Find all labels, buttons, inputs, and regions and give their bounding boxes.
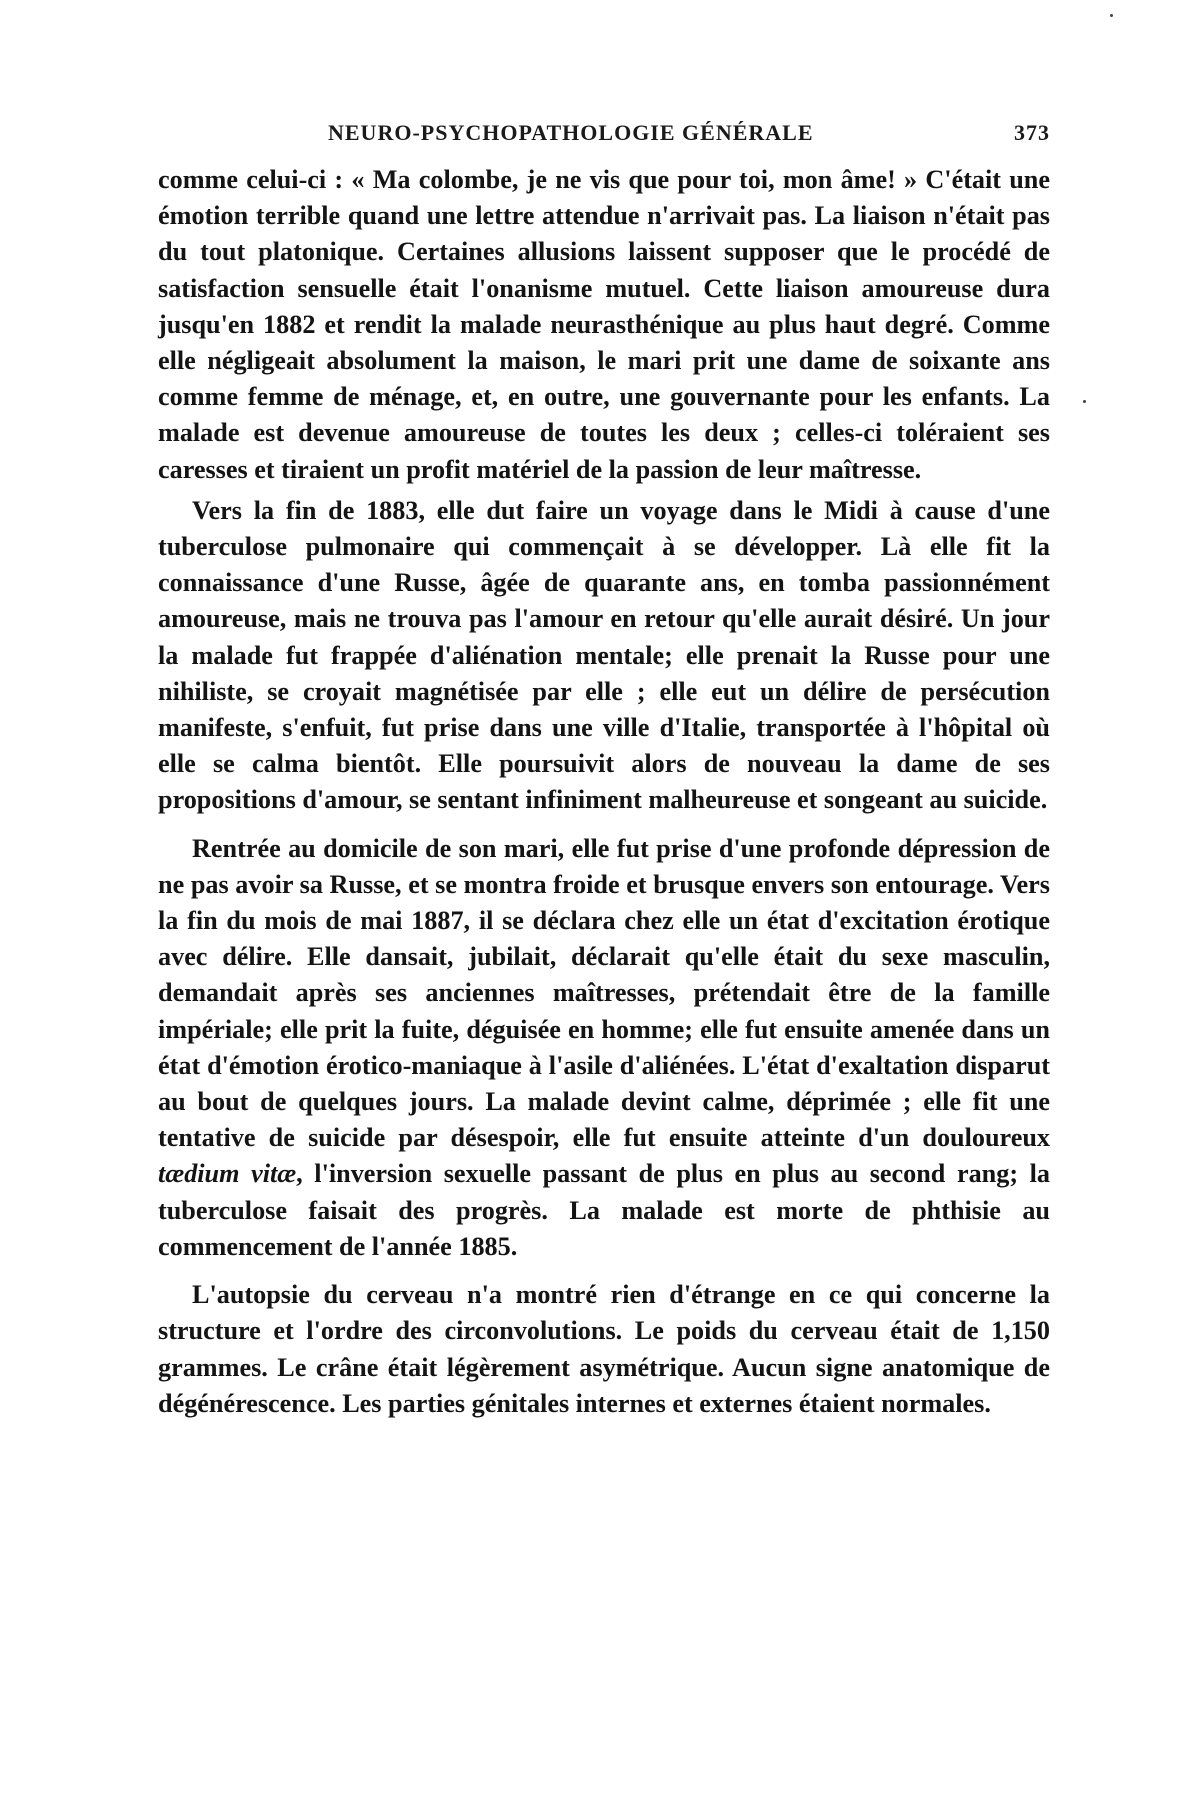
print-speck: [1110, 14, 1113, 17]
running-head-title: NEURO-PSYCHOPATHOLOGIE GÉNÉRALE: [328, 120, 814, 145]
paragraph-text-after: , l'inversion sexuelle passant de plus en plus au second rang; la tuberculose faisait des progrès. La malade est morte de phthisie au commencement de l'année 1885.: [158, 1159, 1051, 1261]
paragraph-text-before: Rentrée au domicile de son mari, elle fut prise d'une profonde dépression de ne pas avoir sa Russe, et se montra froide et brusque envers son entourage. Vers la fin du mois de mai 1887, il se déclara chez elle un état d'excitation érotique avec délire. Elle dansait, jubilait, déclarait qu'elle était du sexe masculin, demandait après ses anciennes maîtresses, prétendait être de la famille impériale; elle prit la fuite, déguisée en homme; elle fut ensuite amenée dans un état d'émotion érotico-maniaque à l'asile d'aliénées. L'état d'exaltation disparut au bout de quelques jours. La malade devint calme, déprimée ; elle fit une tentative de suicide par désespoir, elle fut ensuite atteinte d'un douloureux: [158, 833, 1050, 1153]
body-text: [158, 162, 1050, 1422]
paragraph-retour-domicile: [158, 831, 1050, 1265]
print-speck: [1083, 400, 1086, 403]
book-page: [158, 118, 1050, 1422]
running-head: [158, 118, 1050, 158]
paragraph-continuation: comme celui-ci : « Ma colombe, je ne vis que pour toi, mon âme! » C'était une émotion terrible quand une lettre attendue n'arrivait pas. La liaison n'était pas du tout platonique. Certaines allusions laissent supposer que le procédé de satisfaction sensuelle était l'onanisme mutuel. Cette liaison amoureuse dura jusqu'en 1882 et rendit la malade neurasthénique au plus haut degré. Comme elle négligeait absolument la maison, le mari prit une dame de soixante ans comme femme de ménage, et, en outre, une gouvernante pour les enfants. La malade est devenue amoureuse de toutes les deux ; celles-ci toléraient ses caresses et tiraient un profit matériel de la passion de leur maîtresse.: [158, 165, 1050, 484]
paragraph-voyage-midi: Vers la fin de 1883, elle dut faire un voyage dans le Midi à cause d'une tuberculose pulmonaire qui commençait à se développer. Là elle fit la connaissance d'une Russe, âgée de quarante ans, en tomba passionnément amoureuse, mais ne trouva pas l'amour en retour qu'elle aurait désiré. Un jour la malade fut frappée d'aliénation mentale; elle prenait la Russe pour une nihiliste, se croyait magnétisée par elle ; elle eut un délire de persécution manifeste, s'enfuit, fut prise dans une ville d'Italie, transportée à l'hôpital où elle se calma bientôt. Elle poursuivit alors de nouveau la dame de ses propositions d'amour, se sentant infiniment malheureuse et songeant au suicide.: [158, 495, 1050, 815]
page-number: 373: [1014, 120, 1050, 145]
paragraph-autopsie: L'autopsie du cerveau n'a montré rien d'étrange en ce qui concerne la structure et l'ordre des circonvolutions. Le poids du cerveau était de 1,150 grammes. Le crâne était légèrement asymétrique. Aucun signe anatomique de dégénérescence. Les parties génitales internes et externes étaient normales.: [158, 1280, 1050, 1418]
latin-phrase: tædium vitæ: [158, 1159, 297, 1189]
